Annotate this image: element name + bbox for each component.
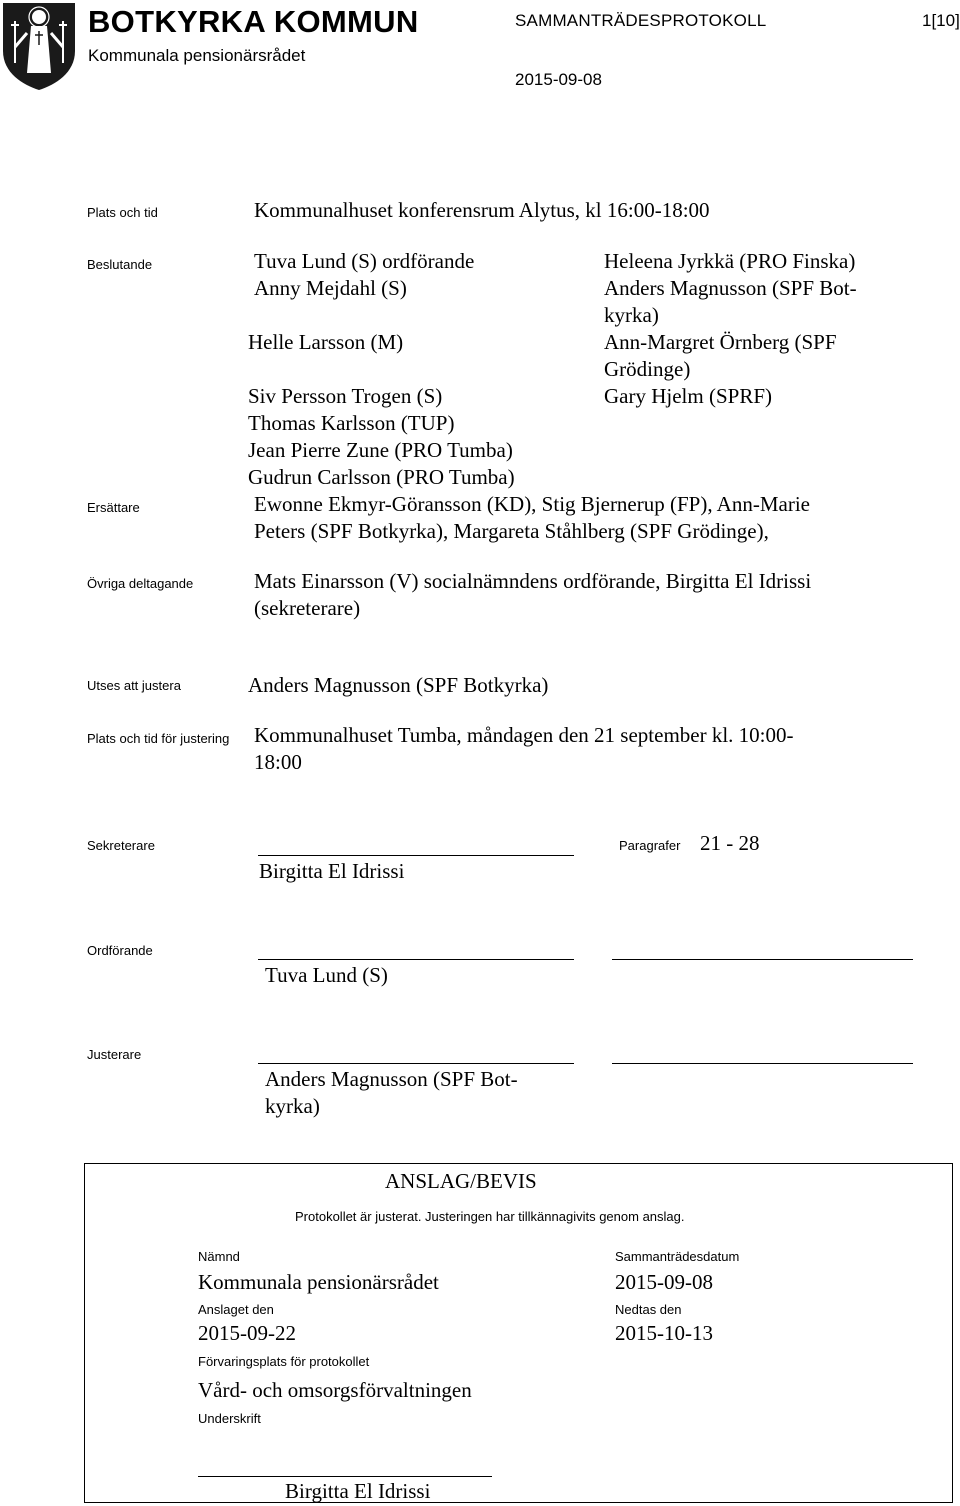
posted-value: 2015-09-22: [198, 1321, 296, 1345]
adjust-place-line: Kommunalhuset Tumba, måndagen den 21 september kl. 10:00-: [254, 723, 794, 747]
paragraphs-label: Paragrafer: [619, 838, 681, 853]
adjust-place-label: Plats och tid för justering: [87, 731, 230, 746]
place-label: Plats och tid: [87, 205, 158, 220]
deciding-member: Thomas Karlsson (TUP): [248, 411, 455, 435]
substitutes-line: Peters (SPF Botkyrka), Margareta Ståhlberg (SPF Grödinge),: [254, 519, 769, 543]
page-number: 1[10]: [922, 11, 960, 30]
substitutes-label: Ersättare: [87, 500, 140, 515]
municipality-name: BOTKYRKA KOMMUN: [88, 4, 419, 39]
deciding-member: Heleena Jyrkkä (PRO Finska): [604, 249, 856, 273]
deciding-member: Anny Mejdahl (S): [254, 276, 407, 300]
council-name: Kommunala pensionärsrådet: [88, 46, 306, 65]
adjuster-label: Justerare: [87, 1047, 142, 1062]
deciding-member: Siv Persson Trogen (S): [248, 384, 443, 408]
deciding-member: Helle Larsson (M): [248, 330, 404, 354]
adjuster-signature-line-2: [612, 1063, 913, 1064]
meeting-date-label: Sammanträdesdatum: [615, 1249, 740, 1264]
adjuster-name: Anders Magnusson (SPF Bot-: [265, 1067, 518, 1091]
anslag-signature-line: [198, 1476, 492, 1477]
body-label: Nämnd: [198, 1249, 240, 1264]
header-date: 2015-09-08: [515, 70, 602, 89]
removed-label: Nedtas den: [615, 1302, 682, 1317]
chair-signature-line-2: [612, 959, 913, 960]
deciding-member: Tuva Lund (S) ordförande: [254, 249, 475, 273]
chair-signature-line: [258, 959, 574, 960]
substitutes-line: Ewonne Ekmyr-Göransson (KD), Stig Bjernerup (FP), Ann-Marie: [254, 492, 810, 516]
adjuster-name: kyrka): [265, 1094, 320, 1118]
anslag-title: ANSLAG/BEVIS: [385, 1169, 537, 1193]
adjust-value: Anders Magnusson (SPF Botkyrka): [248, 673, 549, 697]
signature-label: Underskrift: [198, 1411, 261, 1426]
adjust-label: Utses att justera: [87, 678, 181, 693]
deciding-member: kyrka): [604, 303, 659, 327]
secretary-signature-line: [258, 855, 574, 856]
others-line: (sekreterare): [254, 596, 361, 620]
others-label: Övriga deltagande: [87, 576, 194, 591]
others-line: Mats Einarsson (V) socialnämndens ordförande, Birgitta El Idrissi: [254, 569, 812, 593]
document-type: SAMMANTRÄDESPROTOKOLL: [515, 11, 767, 30]
secretary-label: Sekreterare: [87, 838, 155, 853]
adjuster-signature-line: [258, 1063, 574, 1064]
deciding-label: Beslutande: [87, 257, 153, 272]
body-value: Kommunala pensionärsrådet: [198, 1270, 439, 1294]
deciding-member: Gudrun Carlsson (PRO Tumba): [248, 465, 515, 489]
removed-value: 2015-10-13: [615, 1321, 713, 1345]
storage-value: Vård- och omsorgsförvaltningen: [198, 1378, 472, 1402]
meeting-date-value: 2015-09-08: [615, 1270, 713, 1294]
place-value: Kommunalhuset konferensrum Alytus, kl 16:00-18:00: [254, 198, 710, 222]
paragraphs-value: 21 - 28: [700, 831, 760, 855]
coat-of-arms-icon: [1, 1, 77, 91]
chair-label: Ordförande: [87, 943, 153, 958]
secretary-name: Birgitta El Idrissi: [259, 859, 405, 883]
signature-name: Birgitta El Idrissi: [285, 1479, 431, 1503]
anslag-statement: Protokollet är justerat. Justeringen har tillkännagivits genom anslag.: [295, 1209, 685, 1224]
posted-label: Anslaget den: [198, 1302, 274, 1317]
storage-label: Förvaringsplats för protokollet: [198, 1354, 370, 1369]
chair-name: Tuva Lund (S): [265, 963, 388, 987]
deciding-member: Jean Pierre Zune (PRO Tumba): [248, 438, 513, 462]
deciding-member: Grödinge): [604, 357, 691, 381]
deciding-member: Anders Magnusson (SPF Bot-: [604, 276, 857, 300]
deciding-member: Gary Hjelm (SPRF): [604, 384, 772, 408]
adjust-place-line: 18:00: [254, 750, 302, 774]
deciding-member: Ann-Margret Örnberg (SPF: [604, 330, 837, 354]
